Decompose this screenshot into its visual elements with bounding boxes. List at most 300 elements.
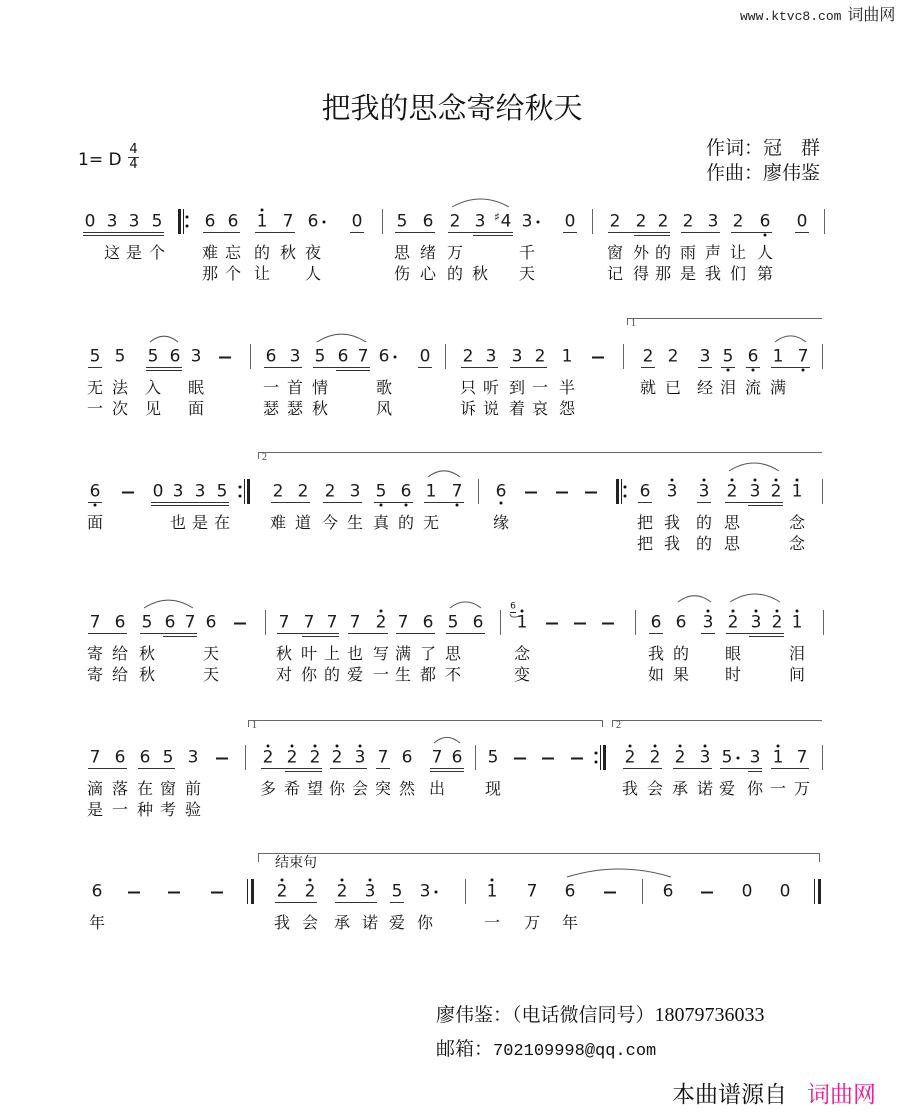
octave-dot-below [405, 504, 408, 507]
note-6: 6 [205, 612, 217, 633]
underline-eighth [146, 367, 182, 368]
note-7: 7 [796, 747, 808, 768]
lyric-verse-1: 无 [422, 513, 440, 532]
lyric-verse-2: 天 [518, 264, 536, 283]
note-2: 2 [297, 481, 309, 502]
lyric-verse-1: 希 [283, 779, 301, 798]
note-3: 3 [699, 346, 711, 367]
watermark-url: www.ktvc8.com [740, 9, 842, 24]
lyric-verse-1: 难 [201, 243, 219, 262]
note-5: 5 [314, 346, 326, 367]
lyric-verse-2: 瑟 [262, 399, 280, 418]
octave-dot-above [521, 610, 524, 613]
lyric-verse-1: 只 [459, 378, 477, 397]
lyric-verse-2: 次 [111, 399, 129, 418]
lyric-verse-1: 然 [398, 779, 416, 798]
note-3: 3 [749, 747, 761, 768]
lyric-verse-2: 让 [253, 264, 271, 283]
repeat-start-thick-bar [616, 479, 619, 504]
note-2: 2 [770, 481, 782, 502]
repeat-dot [595, 752, 598, 755]
underline-eighth [277, 633, 339, 634]
underline-eighth [721, 367, 735, 368]
repeat-dot [239, 495, 242, 498]
lyric-verse-1: 生 [346, 513, 364, 532]
underline-sixteenth [83, 235, 164, 236]
underline-sixteenth [163, 636, 197, 637]
repeat-end-thin-bar [244, 479, 245, 504]
lyric-verse-1: 爱 [718, 779, 736, 798]
repeat-dot [624, 486, 627, 489]
lyric-verse-2: 如 [647, 665, 665, 684]
lyric-verse-1: 落 [111, 779, 129, 798]
slur-icon [775, 336, 806, 342]
underline-eighth [446, 633, 485, 634]
sustain-dash [525, 484, 537, 501]
underline-eighth [138, 768, 175, 769]
underline-eighth [726, 633, 784, 634]
note-6: 6 [401, 747, 413, 768]
sustain-dash [546, 615, 558, 632]
lyric-verse-2: 诉 [459, 399, 477, 418]
lyric-verse-1: 难 [269, 513, 287, 532]
underline-sixteenth [748, 771, 762, 772]
underline-sixteenth [146, 370, 182, 371]
lyric-verse-1: 眼 [724, 644, 742, 663]
note-3: 3 [749, 481, 761, 502]
underline-eighth [88, 502, 102, 503]
octave-dot-above [309, 879, 312, 882]
sustain-dash [216, 750, 228, 767]
underline-eighth [350, 232, 364, 233]
sustain-dash [122, 484, 134, 501]
song-title: 把我的思念寄给秋天 [321, 91, 583, 125]
lyric-verse-1: 你 [416, 913, 434, 932]
lyric-verse-1: 爱 [388, 913, 406, 932]
underline-sixteenth [151, 505, 229, 506]
underline-sixteenth [634, 235, 670, 236]
lyric-verse-1: 念 [513, 644, 531, 663]
lyric-verse-1: 了 [419, 644, 437, 663]
note-7: 7 [431, 747, 443, 768]
note-6: 6 [307, 211, 319, 232]
augmentation-dot [537, 221, 540, 224]
octave-dot-above [732, 610, 735, 613]
note-6: 6 [378, 346, 390, 367]
note-2: 2 [726, 481, 738, 502]
lyric-verse-1: 给 [111, 644, 129, 663]
lyric-verse-1: 让 [729, 243, 747, 262]
lyric-verse-1: 绪 [419, 243, 437, 262]
octave-dot-above [775, 479, 778, 482]
lyric-verse-1: 前 [184, 779, 202, 798]
contact-note: （电话微信同号） [512, 1005, 655, 1026]
barline [823, 610, 824, 635]
note-5: 5 [375, 481, 387, 502]
note-3: 3 [521, 211, 533, 232]
note-7: 7 [526, 881, 538, 902]
final-bar-thin [814, 879, 815, 904]
underline-eighth [88, 768, 127, 769]
lyric-verse-2: 寄 [86, 665, 104, 684]
note-2: 2 [304, 881, 316, 902]
barline [265, 610, 266, 635]
lyric-verse-2: 心 [419, 264, 437, 283]
sustain-dash [514, 750, 526, 767]
sustain-dash [211, 884, 223, 901]
octave-dot-above [629, 745, 632, 748]
lyric-verse-2: 记 [606, 264, 624, 283]
underline-eighth [649, 633, 663, 634]
underline-eighth [701, 633, 715, 634]
note-0: 0 [796, 211, 808, 232]
barline [592, 209, 593, 234]
note-6: 6 [564, 881, 576, 902]
double-bar-thin [247, 879, 248, 904]
octave-dot-above [796, 610, 799, 613]
lyric-verse-2: 果 [672, 665, 690, 684]
lyric-verse-1: 秋 [138, 644, 156, 663]
note-1: 1 [561, 346, 573, 367]
lyric-verse-2: 考 [159, 800, 177, 819]
email-address: 702109998@qq.com [493, 1042, 657, 1061]
note-2: 2 [462, 346, 474, 367]
note-3: 3 [707, 211, 719, 232]
note-5: 5 [722, 346, 734, 367]
octave-dot-above [261, 209, 264, 212]
lyric-verse-1: 天 [202, 644, 220, 663]
repeat-start-thin-bar [621, 479, 622, 504]
octave-dot-above [731, 479, 734, 482]
repeat-dot [595, 761, 598, 764]
underline-eighth [430, 768, 464, 769]
note-3: 3 [106, 211, 118, 232]
lyric-verse-1: 寄 [86, 644, 104, 663]
note-2: 2 [331, 747, 343, 768]
lyric-verse-1: 法 [111, 378, 129, 397]
lyric-verse-2: 人 [304, 264, 322, 283]
octave-dot-above [703, 479, 706, 482]
ending-bracket [258, 853, 820, 862]
octave-dot-above [267, 745, 270, 748]
octave-dot-below [94, 504, 97, 507]
note-6: 6 [759, 211, 771, 232]
sustain-dash [602, 615, 614, 632]
lyric-verse-1: 年 [561, 913, 579, 932]
note-1: 1 [425, 481, 437, 502]
lyric-verse-2: 哀 [531, 399, 549, 418]
note-6: 6 [650, 612, 662, 633]
underline-eighth [731, 232, 772, 233]
underline-eighth [88, 633, 127, 634]
note-3: 3 [419, 881, 431, 902]
octave-dot-below [802, 369, 805, 372]
note-7: 7 [451, 481, 463, 502]
lyric-verse-2: 种 [136, 800, 154, 819]
octave-dot-below [500, 502, 503, 505]
lyric-verse-1: 万 [523, 913, 541, 932]
underline-eighth [374, 502, 413, 503]
note-3: 3 [702, 612, 714, 633]
underline-eighth [771, 768, 809, 769]
lyric-verse-1: 一 [483, 913, 501, 932]
note-1: 1 [256, 211, 268, 232]
lyricist-label: 作词： [706, 137, 764, 159]
slur-icon [428, 471, 460, 477]
lyric-verse-2: 见 [144, 399, 162, 418]
octave-dot-below [380, 504, 383, 507]
note-5: 5 [151, 211, 163, 232]
lyric-verse-2: 给 [111, 665, 129, 684]
underline-eighth [424, 502, 464, 503]
octave-dot-above [359, 745, 362, 748]
barline [478, 479, 479, 504]
lyric-verse-2: 面 [187, 399, 205, 418]
sustain-dash [556, 484, 568, 501]
underline-eighth [330, 768, 367, 769]
octave-dot-above [704, 745, 707, 748]
lyric-verse-2: 秋 [311, 399, 329, 418]
lyric-verse-1: 经 [696, 378, 714, 397]
underline-sixteenth [430, 771, 464, 772]
lyric-verse-1: 一 [262, 378, 280, 397]
lyric-verse-2: 天 [202, 665, 220, 684]
repeat-end-thick-bar [603, 745, 606, 770]
lyric-verse-2: 个 [224, 264, 242, 283]
note-6: 6 [675, 612, 687, 633]
barline [465, 879, 466, 904]
underline-eighth [83, 232, 164, 233]
source-site: 词曲网 [807, 1082, 876, 1108]
note-5: 5 [147, 346, 159, 367]
lyric-verse-1: 的 [654, 243, 672, 262]
note-1: 1 [772, 747, 784, 768]
underline-sixteenth [473, 235, 513, 236]
lyric-verse-2: 不 [444, 665, 462, 684]
lyric-verse-2: 那 [654, 264, 672, 283]
slur-icon [144, 600, 193, 608]
sharp-sign: ♯ [494, 210, 500, 224]
lyric-verse-2: 爱 [346, 665, 364, 684]
lyric-verse-1: 秋 [275, 644, 293, 663]
phone-number: 18079736033 [654, 1004, 765, 1026]
lyric-verse-1: 眠 [187, 378, 205, 397]
lyric-verse-1: 雨 [679, 243, 697, 262]
lyric-verse-1: 一 [531, 378, 549, 397]
octave-dot-above [281, 879, 284, 882]
note-2: 2 [324, 481, 336, 502]
lyric-verse-2: 我 [704, 264, 722, 283]
lyric-verse-2: 秋 [471, 264, 489, 283]
repeat-end-thin-bar [600, 745, 601, 770]
lyric-verse-1: 情 [311, 378, 329, 397]
note-3: 3 [172, 481, 184, 502]
lyric-verse-2: 得 [632, 264, 650, 283]
note-0: 0 [152, 481, 164, 502]
note-4: 4 [500, 211, 512, 232]
note-2: 2 [336, 881, 348, 902]
note-2: 2 [534, 346, 546, 367]
volta-bracket [612, 720, 822, 727]
note-7: 7 [397, 612, 409, 633]
octave-dot-above [336, 745, 339, 748]
lyricist-name: 冠 群 [763, 137, 821, 159]
octave-dot-above [796, 479, 799, 482]
key-signature: 1= D [78, 150, 122, 170]
slur-icon [730, 594, 780, 602]
augmentation-dot [394, 356, 397, 359]
note-7: 7 [303, 612, 315, 633]
lyric-verse-1: 承 [671, 779, 689, 798]
note-2: 2 [309, 747, 321, 768]
barline [500, 610, 501, 635]
note-5: 5 [396, 211, 408, 232]
lyric-verse-1: 也 [346, 644, 364, 663]
note-6: 6 [114, 747, 126, 768]
lyric-verse-1: 千 [518, 243, 536, 262]
lyric-verse-1: 今 [321, 513, 339, 532]
underline-eighth [323, 502, 362, 503]
sustain-dash [234, 615, 246, 632]
note-5: 5 [114, 346, 126, 367]
note-3: 3 [187, 747, 199, 768]
note-1: 1 [486, 881, 498, 902]
contact-name: 廖伟鉴： [436, 1005, 513, 1026]
note-7: 7 [184, 612, 196, 633]
note-5: 5 [216, 481, 228, 502]
lyric-verse-1: 在 [213, 513, 231, 532]
slur-icon [434, 737, 460, 743]
lyric-verse-1: 到 [508, 378, 526, 397]
octave-dot-above [754, 479, 757, 482]
note-0: 0 [351, 211, 363, 232]
composer-name: 廖伟鉴 [763, 162, 821, 184]
sustain-dash [128, 884, 140, 901]
note-6: 6 [451, 747, 463, 768]
underline-eighth [608, 232, 670, 233]
lyric-verse-2: 对 [275, 665, 293, 684]
underline-eighth [396, 633, 435, 634]
note-6: 6 [472, 612, 484, 633]
underline-eighth [88, 367, 102, 368]
note-2: 2 [674, 747, 686, 768]
note-3: 3 [354, 747, 366, 768]
note-3: 3 [485, 346, 497, 367]
lyric-verse-1: 满 [769, 378, 787, 397]
lyric-verse-1: 诺 [696, 779, 714, 798]
note-5: 5 [162, 747, 174, 768]
lyric-verse-1: 的 [695, 513, 713, 532]
lyric-verse-2: 变 [513, 665, 531, 684]
barline [245, 745, 246, 770]
lyric-verse-1: 突 [374, 779, 392, 798]
note-2: 2 [649, 747, 661, 768]
underline-eighth [461, 367, 498, 368]
lyric-verse-1: 夜 [304, 243, 322, 262]
underline-eighth [335, 902, 377, 903]
slur-icon [729, 463, 779, 471]
lyric-verse-2: 那 [201, 264, 219, 283]
lyric-verse-1: 歌 [375, 378, 393, 397]
lyric-verse-2: 是 [679, 264, 697, 283]
lyric-verse-1: 把 [636, 513, 654, 532]
underline-eighth [140, 633, 197, 634]
lyric-verse-1: 是 [191, 513, 209, 532]
note-6: 6 [227, 211, 239, 232]
lyric-verse-1: 会 [351, 779, 369, 798]
underline-eighth [641, 367, 655, 368]
octave-dot-above [314, 745, 317, 748]
lyric-verse-1: 我 [647, 644, 665, 663]
lyric-verse-1: 我 [273, 913, 291, 932]
lyric-verse-1: 秋 [279, 243, 297, 262]
lyric-verse-2: 怨 [558, 399, 576, 418]
slur-icon [678, 596, 711, 602]
note-0: 0 [84, 211, 96, 232]
ending-label: 结束句 [275, 855, 317, 871]
barline [642, 879, 643, 904]
time-signature-bottom: 4 [129, 157, 138, 172]
lyric-verse-1: 会 [301, 913, 319, 932]
underline-eighth [395, 232, 435, 233]
lyric-verse-1: 无 [86, 378, 104, 397]
barline [822, 479, 823, 504]
note-6: 6 [422, 211, 434, 232]
underline-eighth [698, 367, 712, 368]
grace-note-underline [510, 612, 516, 613]
underline-eighth [623, 768, 662, 769]
barline [822, 745, 823, 770]
slur-icon [452, 199, 509, 207]
octave-dot-above [755, 610, 758, 613]
note-3: 3 [750, 612, 762, 633]
note-2: 2 [286, 747, 298, 768]
lyric-verse-2: 念 [788, 534, 806, 553]
sustain-dash [219, 349, 231, 366]
sustain-dash [701, 884, 713, 901]
note-7: 7 [89, 612, 101, 633]
underline-eighth [673, 768, 712, 769]
note-1: 1 [772, 346, 784, 367]
lyric-verse-1: 也 [169, 513, 187, 532]
underline-eighth [725, 502, 783, 503]
lyric-verse-2: 一 [86, 399, 104, 418]
octave-dot-below [764, 234, 767, 237]
lyric-verse-1: 念 [788, 513, 806, 532]
note-7: 7 [326, 612, 338, 633]
repeat-start-thin-bar [183, 209, 184, 234]
sustain-dash [585, 484, 597, 501]
underline-sixteenth [285, 771, 322, 772]
lyric-verse-2: 着 [508, 399, 526, 418]
lyric-verse-1: 这 [103, 243, 121, 262]
lyric-verse-2: 第 [756, 264, 774, 283]
source-credit [672, 1082, 876, 1108]
octave-dot-above [654, 745, 657, 748]
lyric-verse-1: 万 [446, 243, 464, 262]
note-2: 2 [657, 211, 669, 232]
barline [445, 344, 446, 369]
note-5: 5 [447, 612, 459, 633]
lyric-verse-1: 流 [744, 378, 762, 397]
volta-number: 2 [262, 452, 267, 463]
lyric-verse-1: 忘 [224, 243, 242, 262]
barline [623, 344, 624, 369]
note-6: 6 [639, 481, 651, 502]
lyric-verse-2: 风 [375, 399, 393, 418]
lyric-verse-1: 思 [723, 513, 741, 532]
barline [475, 745, 476, 770]
